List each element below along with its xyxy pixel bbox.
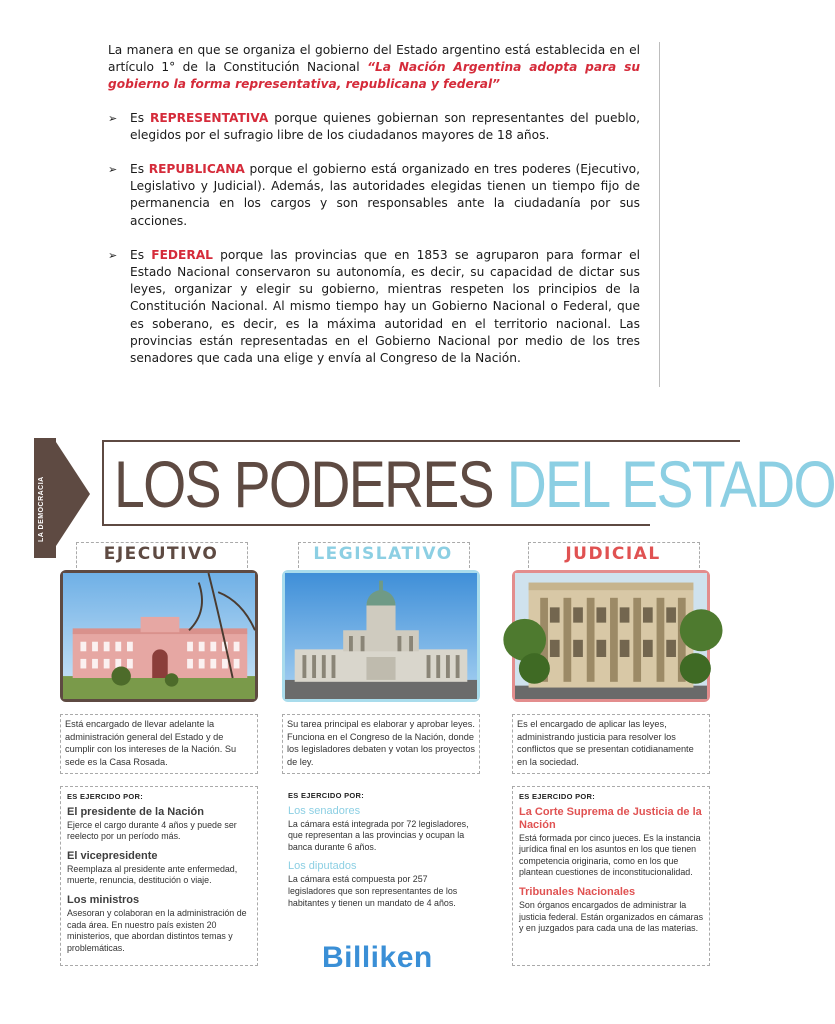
- role-item: [67, 806, 251, 843]
- section-side-tab: [34, 438, 56, 558]
- column-heading: [278, 538, 488, 570]
- bullet-federal: [108, 247, 640, 367]
- bullet-text: porque el gobierno está organizado en tres poderes (Ejecutivo, Legislativo y Judicial). Además, las autoridades elegidas tienen un tiempo fijo de permanencia en los cargos y son responsables ante la ciudadanía por sus acciones.: [130, 162, 640, 228]
- role-name: Los diputados: [288, 860, 357, 873]
- role-item: [519, 886, 703, 935]
- role-item: [519, 806, 703, 879]
- intro-text: La manera en que se organiza el gobierno del Estado argentino está establecida en el artículo 1° de la Constitución Nacional: [108, 43, 640, 75]
- description-ejecutivo: Está encargado de llevar adelante la administración general del Estado y de cumplir con los intereses de la Nación. Su sede es la Casa Rosada.: [60, 714, 258, 774]
- keyword-republicana: REPUBLICANA: [148, 162, 245, 177]
- bullet-republicana: [108, 161, 640, 230]
- infographic: [34, 438, 835, 974]
- role-name: La Corte Suprema de Justicia de la Nación: [519, 805, 702, 831]
- column-heading: [56, 538, 266, 570]
- bullet-list: [108, 110, 640, 368]
- infographic-title: [114, 444, 835, 524]
- role-text: Está formada por cinco jueces. Es la instancia jurídica final en los asuntos en los que tienen competencia originaria, como en los que plantean cuestiones de inconstitucionalidad.: [519, 832, 701, 878]
- role-item: [288, 805, 474, 854]
- bullet-text: porque las provincias que en 1853 se agruparon para formar el Estado Nacional conservaron su autonomía, es decir, su capacidad de dictar sus leyes, organizar y elegir su gobierno, mientras respeten los principios de la Constitución Nacional. Al mismo tiempo hay un Gobierno Nacional o Federal, que es soberano, es decir, es la máxima autoridad en el territorio nacional. Las provincias están representadas en el Gobierno Nacional por medio de los tres senadores que cada una elige y envía al Congreso de la Nación.: [130, 247, 640, 366]
- role-name: Los ministros: [67, 893, 140, 906]
- column-heading: [508, 538, 718, 570]
- exercised-by-judicial: [512, 786, 710, 966]
- keyword-representativa: REPRESENTATIVA: [149, 110, 269, 125]
- role-text: Ejerce el cargo durante 4 años y puede ser reelecto por un período más.: [67, 819, 237, 842]
- role-name: Tribunales Nacionales: [519, 885, 636, 898]
- heading-judicial: JUDICIAL: [559, 544, 666, 564]
- description-judicial: Es el encargado de aplicar las leyes, administrando justicia para resolver los conflictos que se presentan cotidianamente en la sociedad.: [512, 714, 710, 774]
- exercised-label: ES EJERCIDO POR:: [288, 791, 365, 800]
- bullet-prefix: Es: [130, 110, 150, 125]
- role-name: El presidente de la Nación: [67, 805, 204, 818]
- role-item: [288, 860, 474, 909]
- column-legislativo: [278, 538, 488, 974]
- description-legislativo: Su tarea principal es elaborar y aprobar leyes. Funciona en el Congreso de la Nación, donde los legisladores debaten y votan los proyectos de ley.: [282, 714, 480, 774]
- exercised-label: ES EJERCIDO POR:: [519, 792, 596, 801]
- arrow-bullet-icon: ➢: [108, 111, 118, 125]
- column-judicial: [508, 538, 718, 966]
- side-tab-label: LA DEMOCRACIA: [38, 476, 45, 542]
- bullet-text: porque quienes gobiernan son representantes del pueblo, elegidos por el sufragio libre de los ciudadanos mayores de 18 años.: [130, 110, 640, 142]
- role-item: [67, 850, 251, 887]
- intro-paragraph: [108, 42, 640, 94]
- billiken-logo: Billiken: [322, 941, 433, 974]
- bullet-prefix: Es: [130, 247, 152, 262]
- heading-legislativo: LEGISLATIVO: [307, 544, 458, 564]
- constitution-quote: “La Nación Argentina adopta para su gobierno la forma representativa, republicana y federal”: [108, 60, 641, 92]
- exercised-by-legislativo: [282, 786, 480, 974]
- heading-ejecutivo: EJECUTIVO: [98, 544, 225, 564]
- title-part-2: DEL ESTADO: [506, 447, 835, 521]
- role-text: Asesoran y colaboran en la administración de cada área. En nuestro país existen 20 ministerios, que abordan distintos temas y problemáticas.: [67, 907, 247, 953]
- casa-rosada-photo: [60, 570, 258, 702]
- role-item: [67, 894, 251, 954]
- role-name: El vicepresidente: [67, 849, 158, 862]
- role-text: Reemplaza al presidente ante enfermedad, muerte, renuncia, destitución o viaje.: [67, 863, 238, 886]
- document-text: [108, 42, 640, 387]
- role-name: Los senadores: [288, 804, 361, 817]
- exercised-label: ES EJERCIDO POR:: [67, 792, 144, 801]
- title-part-1: LOS PODERES: [114, 447, 493, 521]
- arrow-bullet-icon: ➢: [108, 248, 118, 262]
- side-arrow-icon: [56, 442, 90, 546]
- role-text: La cámara está compuesta por 257 legisladores que son representantes de los habitantes y tienen un mandato de 4 años.: [288, 874, 458, 908]
- role-text: Son órganos encargados de administrar la justicia federal. Están organizados en cámaras y en juzgados para cada una de las materias.: [519, 899, 704, 934]
- page-edge-divider: [659, 42, 660, 387]
- exercised-by-ejecutivo: [60, 786, 258, 966]
- role-text: La cámara está integrada por 72 legisladores, que representan a las provincias y ocupan la banca durante 6 años.: [288, 818, 469, 852]
- tribunales-photo: [512, 570, 710, 702]
- arrow-bullet-icon: ➢: [108, 163, 118, 177]
- congreso-photo: [282, 570, 480, 702]
- column-ejecutivo: [56, 538, 266, 966]
- bullet-representativa: [108, 110, 640, 144]
- keyword-federal: FEDERAL: [151, 247, 213, 262]
- bullet-prefix: Es: [130, 162, 149, 177]
